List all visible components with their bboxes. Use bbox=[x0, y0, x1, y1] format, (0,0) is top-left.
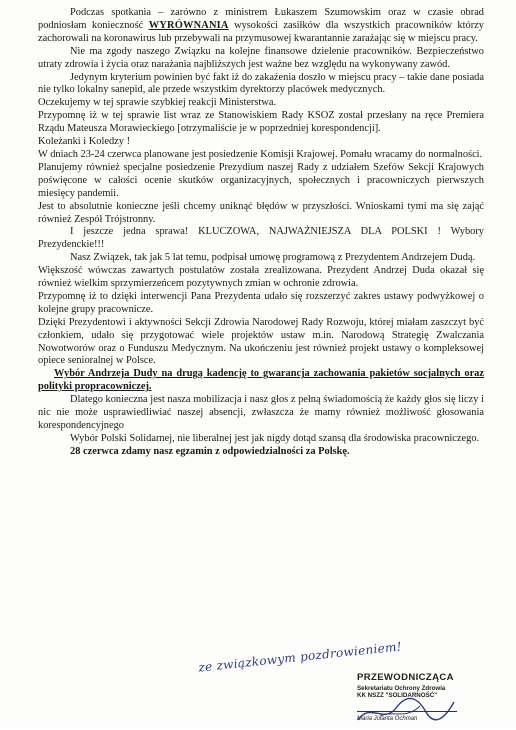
stamp-name: Maria Jolanta Ochman bbox=[357, 716, 418, 723]
paragraph-17: Wybór Polski Solidarnej, nie liberalnej jest jak nigdy dotąd szansą dla środowiska pracowniczego. bbox=[70, 432, 480, 444]
paragraph-7: W dniach 23-24 czerwca planowane jest posiedzenie Komisji Krajowej. Pomału wracamy do normalności. bbox=[38, 148, 483, 160]
paragraph-1 bbox=[38, 7, 484, 46]
paragraph-3: Jedynym kryterium powinien być fakt iż do zakażenia doszło w miejscu pracy – takie dane posiada nie tylko lokalny sanepid, ale przede wszystkim dyrektorzy placówek medycznych. bbox=[38, 71, 484, 96]
letter-body bbox=[38, 7, 484, 459]
paragraph-16: Dlatego konieczna jest nasza mobilizacja i nasz głos z pełną świadomością że każdy głos się liczy i nic nie może usprawiedliwiać naszej absencji, zwłaszcza że mamy również możliwość głosowania korespondencyjnego bbox=[38, 394, 484, 431]
paragraph-1-end: wysokości zasiłków dla wszystkich pracowników którzy zachorowali na koronawirus lub przebywali na przymusowej kwarantannie zarażając się w miejscu pracy. bbox=[38, 19, 484, 44]
paragraph-13: Przypomnę iż to dzięki interwencji Pana Prezydenta udało się rozszerzyć zakres ustawy podwyżkowej o kolejne grupy pracownicze. bbox=[38, 290, 484, 315]
official-stamp bbox=[357, 672, 497, 726]
stamp-title: PRZEWODNICZĄCA bbox=[357, 672, 454, 683]
paragraph-11: Nasz Związek, tak jak 5 lat temu, podpisał umowę programową z Prezydentem Andrzejem Dudą. bbox=[70, 252, 476, 264]
paragraph-5: Przypomnę iż w tej sprawie list wraz ze Stanowiskiem Rady KSOZ został przesłany na ręce Premiera Rządu Mateusza Morawieckiego [otrzymaliście je w poprzedniej korespondencji]. bbox=[38, 110, 484, 135]
emphasis-equalization: WYRÓWNANIA bbox=[148, 19, 229, 31]
paragraph-2: Nie ma zgody naszego Związku na kolejne finansowe dzielenie pracowników. Bezpieczeństwo utraty zdrowia i życia oraz narażania najbliższych jest ważne bez względu na wykonywany zawód. bbox=[38, 45, 484, 70]
stamp-divider bbox=[357, 711, 457, 712]
paragraph-18-closing: 28 czerwca zdamy nasz egzamin z odpowiedzialności za Polskę. bbox=[70, 445, 350, 457]
paragraph-6: Koleżanki i Koledzy ! bbox=[38, 136, 131, 148]
paragraph-14: Dzięki Prezydentowi i aktywności Sekcji Zdrowia Narodowej Rady Rozwoju, której miałam zaszczyt być członkiem, udało się przygotować wiele projektów ustaw m.in. Narodową Strategię Zwalczania Nowotworów oraz o Funduszu Medycznym. Na ukończeniu jest również projekt ustawy o kompleksowej opiece senioralnej w Polsce. bbox=[38, 316, 484, 367]
stamp-line-2: KK NSZZ "SOLIDARNOŚĆ" bbox=[357, 692, 438, 700]
paragraph-1-text: Podczas spotkania – zarówno z ministrem Łukaszem Szumowskim oraz w czasie obrad podniosłam konieczność bbox=[38, 7, 484, 31]
paragraph-10: I jeszcze jedna sprawa! KLUCZOWA, NAJWAŻNIEJSZA DLA POLSKI ! Wybory Prezydenckie!!! bbox=[38, 226, 484, 251]
paragraph-9: Jest to absolutnie konieczne jeśli chcemy uniknąć błędów w przyszłości. Wnioskami tymi ma się zająć również Zespół Trójstronny. bbox=[38, 200, 484, 225]
stamp-line-1: Sekretariatu Ochrony Zdrowia bbox=[357, 684, 446, 692]
paragraph-12: Większość wówczas zawartych postulatów została zrealizowana. Prezydent Andrzej Duda okazał się również wielkim sprzymierzeńcem pozytywnych zmian w ochronie zdrowia. bbox=[38, 265, 484, 290]
handwritten-greeting: ze związkowym pozdrowieniem! bbox=[197, 639, 403, 675]
paragraph-15-emphasis: Wybór Andrzeja Dudy na drugą kadencję to gwarancja zachowania pakietów socjalnych oraz polityki propracowniczej. bbox=[38, 368, 484, 393]
paragraph-4: Oczekujemy w tej sprawie szybkiej reakcji Ministerstwa. bbox=[38, 97, 277, 109]
paragraph-8: Planujemy również specjalne posiedzenie Prezydium naszej Rady z udziałem Szefów Sekcji Krajowych poświęcone w całości ocenie skutków organizacyjnych, społecznych i pracowniczych pierwszych miesięcy pandemii. bbox=[38, 161, 484, 199]
